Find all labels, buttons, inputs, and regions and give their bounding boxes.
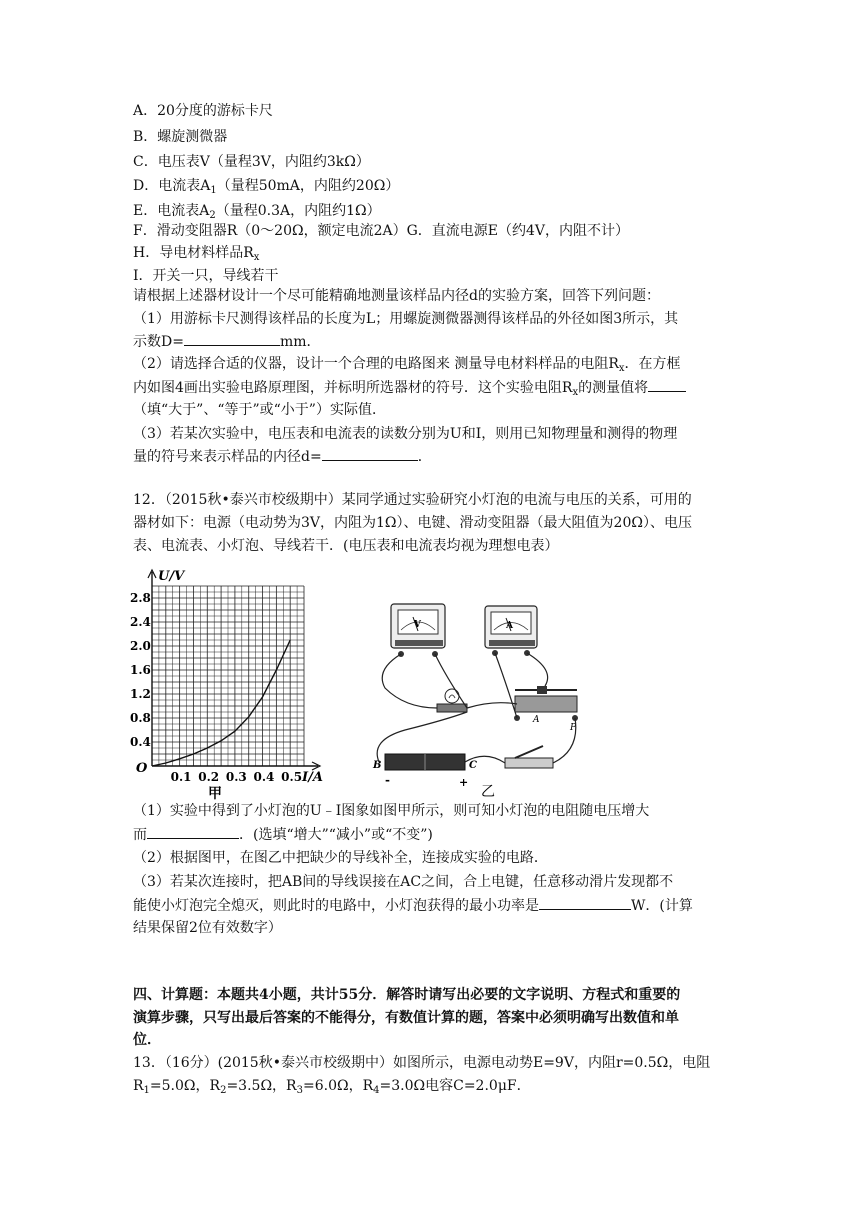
q11-part3-line1: （3）若某次实验中，电压表和电流表的读数分别为U和I，则用已知物理量和测得的物理 — [133, 426, 678, 442]
y-tick-label: 2.4 — [130, 615, 151, 629]
q12-a3-line3: 结果保留2位有效数字） — [133, 920, 282, 936]
option-a: A．20分度的游标卡尺 — [133, 103, 273, 119]
q12-a1-line1: （1）实验中得到了小灯泡的U﹣I图象如图甲所示，则可知小灯泡的电阻随电压增大 — [133, 803, 650, 819]
y-axis-label: U/V — [158, 569, 185, 584]
section4-line2: 演算步骤，只写出最后答案的不能得分，有数值计算的题，答案中必须明确写出数值和单 — [133, 1010, 679, 1026]
x-axis-label: I/A — [302, 770, 323, 785]
x-tick-label: 0.5 — [281, 770, 303, 784]
q11-part3-line2: 量的符号来表示样品的内径d= ． — [133, 446, 733, 467]
option-c: C．电压表V（量程3V，内阻约3kΩ） — [133, 154, 370, 170]
q11-part2-line3: （填“大于”、“等于”或“小于”）实际值． — [133, 402, 386, 418]
terminal-c-label: C — [469, 760, 477, 771]
option-d: D．电流表$A_1$（量程50mA，内阻约20Ω） — [133, 178, 400, 196]
terminal-b-label: B — [373, 760, 382, 771]
circuit-figure — [365, 600, 595, 800]
q12-a1-line2: 而 ．(选填“增大”“减小”或“不变”) — [133, 824, 733, 845]
q12-line1: 12．（2015秋•泰兴市校级期中）某同学通过实验研究小灯泡的电流与电压的关系，可用的 — [133, 492, 692, 508]
ammeter — [485, 606, 537, 656]
y-tick-label: 0.8 — [130, 711, 151, 725]
answer-blank-diameter[interactable] — [322, 446, 418, 461]
q13-line1: 13．（16分）(2015秋•泰兴市校级期中）如图所示，电源电动势E=9V，内阻r=0.5Ω，电阻 — [133, 1055, 711, 1071]
y-tick-label: 1.2 — [130, 687, 151, 701]
q12-a2: （2）根据图甲，在图乙中把缺少的导线补全，连接成实验的电路． — [133, 850, 548, 866]
origin-label: O — [136, 761, 148, 776]
section4-line3: 位． — [133, 1032, 161, 1048]
x-tick-label: 0.4 — [253, 770, 275, 784]
switch — [505, 746, 553, 768]
ammeter-label: A — [506, 621, 513, 631]
battery-plus-label: + — [459, 776, 469, 789]
option-h: H．导电材料样品$R_x$ — [133, 245, 260, 263]
circuit-caption: 乙 — [481, 784, 495, 800]
y-tick-label: 0.4 — [130, 735, 151, 749]
terminal-a-label: A — [533, 715, 540, 725]
chart-grid — [152, 586, 304, 766]
voltmeter-label: V — [414, 620, 421, 630]
q12-a3-line2: 能使小灯泡完全熄灭，则此时的电路中，小灯泡获得的最小功率是 W．(计算 — [133, 895, 733, 916]
q12-line2: 器材如下：电源（电动势为3V，内阻为1Ω）、电键、滑动变阻器（最大阻值为20Ω）、电压 — [133, 515, 692, 531]
voltmeter — [391, 604, 445, 657]
battery-minus-label: - — [385, 773, 390, 787]
chart-caption: 甲 — [208, 786, 222, 801]
x-tick-label: 0.3 — [225, 770, 247, 784]
answer-blank-resistance[interactable] — [147, 824, 239, 839]
section4-line1: 四、计算题：本题共4小题，共计55分．解答时请写出必要的文字说明、方程式和重要的 — [133, 987, 681, 1003]
answer-blank-power[interactable] — [539, 895, 631, 910]
y-tick-label: 2.8 — [130, 591, 151, 605]
x-tick-label: 0.1 — [170, 770, 192, 784]
ui-chart — [130, 556, 335, 801]
y-tick-label: 2.0 — [130, 639, 151, 653]
answer-blank-measure[interactable] — [648, 377, 686, 392]
answer-blank-d[interactable] — [184, 331, 280, 346]
q11-part2-line1: （2）请选择合适的仪器，设计一个合理的电路图来 测量导电材料样品的电阻$R_x$．在方框 — [133, 356, 681, 374]
option-f-g: F．滑动变阻器R（0～20Ω，额定电流2A）G．直流电源E（约4V，内阻不计） — [133, 223, 630, 239]
q13-line2: $R_1=5.0\Omega$，$R_2=3.5\Omega$，$R_3=6.0\Omega$，$R_4=3.0\Omega$电容C=2.0μF． — [133, 1078, 531, 1096]
slider-p-label: P — [570, 723, 577, 733]
q11-intro: 请根据上述器材设计一个尽可能精确地测量该样品内径d的实验方案，回答下列问题： — [133, 288, 660, 304]
y-tick-label: 1.6 — [130, 663, 151, 677]
option-i: I．开关一只，导线若干 — [133, 268, 279, 284]
q12-line3: 表、电流表、小灯泡、导线若干．(电压表和电流表均视为理想电表） — [133, 538, 559, 554]
q12-a3-line1: （3）若某次连接时，把AB间的导线误接在AC之间，合上电键，任意移动滑片发现都不 — [133, 874, 674, 890]
battery — [372, 754, 477, 789]
q11-part1-line2: 示数D= mm． — [133, 331, 733, 352]
x-tick-label: 0.2 — [198, 770, 220, 784]
rheostat — [514, 686, 578, 733]
q11-part2-line2: 内如图4画出实验电路原理图，并标明所选器材的符号．这个实验电阻$R_x$的测量值将 — [133, 377, 733, 398]
q11-part1-line1: （1）用游标卡尺测得该样品的长度为L；用螺旋测微器测得该样品的外径如图3所示，其 — [133, 311, 679, 327]
option-e: E．电流表$A_2$（量程0.3A，内阻约1Ω） — [133, 203, 381, 221]
option-b: B．螺旋测微器 — [133, 129, 228, 145]
